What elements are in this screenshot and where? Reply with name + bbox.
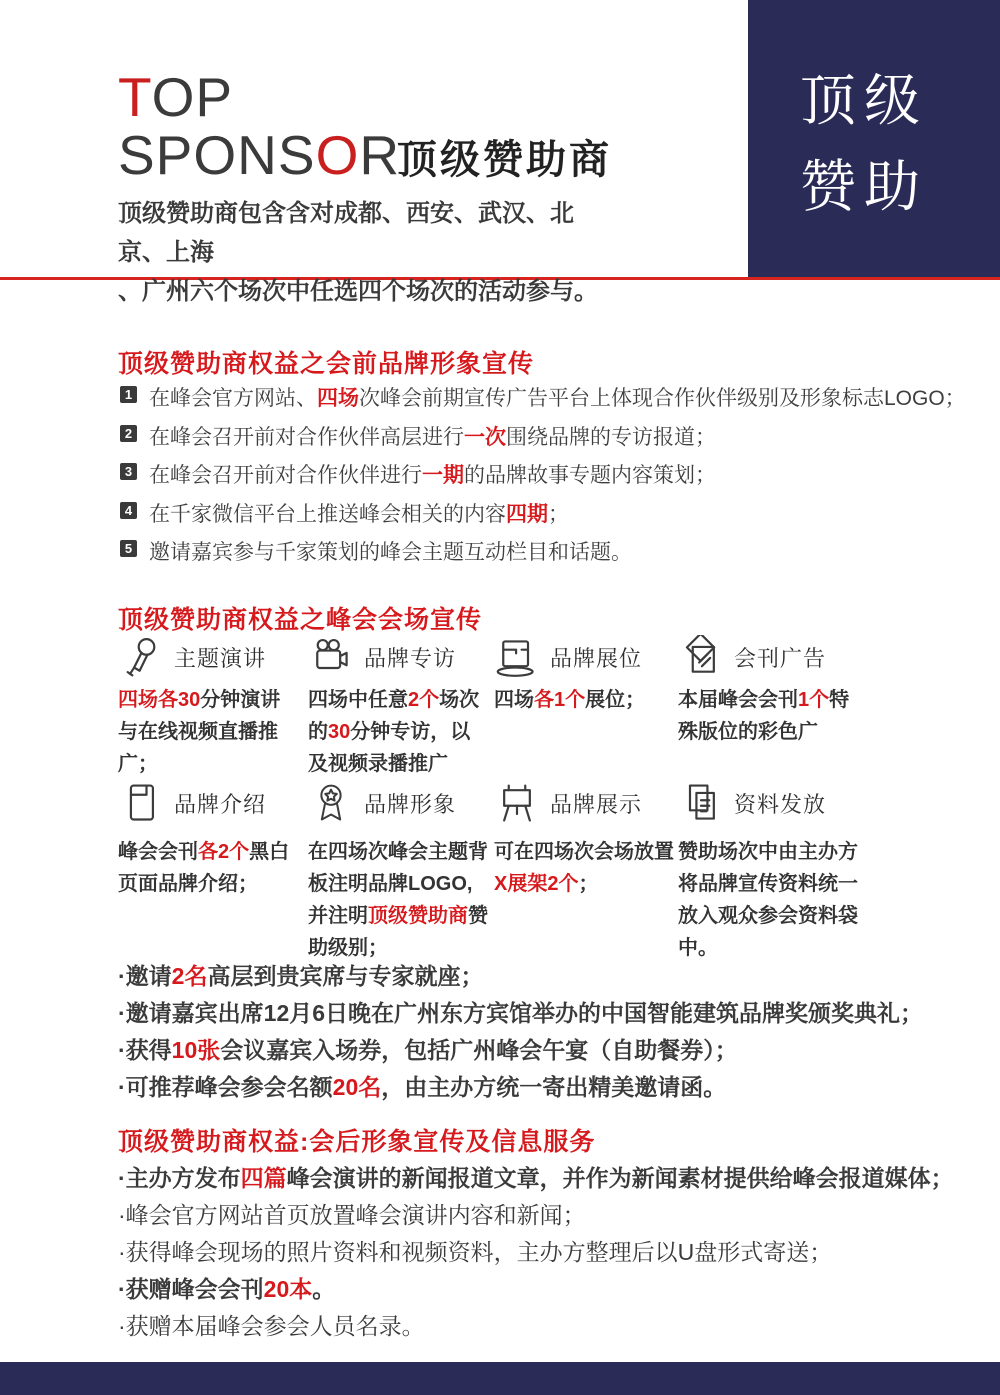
bullet-line: ·峰会官方网站首页放置峰会演讲内容和新闻； <box>118 1202 586 1228</box>
benefit-item-text: 在峰会召开前对合作伙伴进行一期的品牌故事专题内容策划； <box>149 464 716 487</box>
bullet-line: ·可推荐峰会参会名额20名，由主办方统一寄出精美邀请函。 <box>118 1074 727 1100</box>
venue-cell-desc: 四场各30分钟演讲与在线视频直播推广； <box>118 689 281 775</box>
item-number-badge: 3 <box>120 463 137 480</box>
venue-cell-desc: 本届峰会会刊1个特殊版位的彩色广 <box>678 689 850 743</box>
venue-cell-interview <box>308 634 456 680</box>
venue-cell-label: 主题演讲 <box>174 645 267 671</box>
benefit-item <box>120 421 980 460</box>
venue-cell-desc: 可在四场次会场放置X展架2个； <box>494 841 674 895</box>
benefit-item <box>120 498 980 537</box>
numbered-benefit-list <box>120 382 980 575</box>
bullet-line: ·主办方发布四篇峰会演讲的新闻报道文章，并作为新闻素材提供给峰会报道媒体； <box>118 1165 954 1191</box>
corner-badge <box>748 0 1000 278</box>
benefit-item <box>120 459 980 498</box>
journal-ad-icon <box>678 634 724 680</box>
footer-bar <box>0 1362 1000 1395</box>
benefit-item-text: 在峰会官方网站、四场次峰会前期宣传广告平台上体现合作伙伴级别及形象标志LOGO； <box>149 387 966 410</box>
venue-cell-brand-display <box>494 780 642 826</box>
bullet-line: ·邀请嘉宾出席12月6日晚在广州东方宾馆举办的中国智能建筑品牌奖颁奖典礼； <box>118 1000 924 1026</box>
intro-line2: 、广州六个场次中任选四个场次的活动参与。 <box>118 278 598 305</box>
flyers-icon <box>678 780 724 826</box>
venue-cell-label: 品牌展示 <box>550 791 643 817</box>
venue-cell-label: 品牌介绍 <box>174 791 267 817</box>
venue-cell-brand-image <box>308 780 456 826</box>
book-icon <box>118 780 164 826</box>
video-camera-icon <box>308 634 354 680</box>
item-number-badge: 4 <box>120 502 137 519</box>
benefit-item <box>120 536 980 575</box>
benefit-item-text: 邀请嘉宾参与千家策划的峰会主题互动栏目和话题。 <box>149 541 632 564</box>
page-title-cn: 顶级赞助商 <box>397 138 612 182</box>
microphone-icon <box>118 634 164 680</box>
item-number-badge: 5 <box>120 540 137 557</box>
easel-icon <box>494 780 540 826</box>
logo-en <box>118 68 400 184</box>
section-heading-post-summit: 顶级赞助商权益:会后形象宣传及信息服务 <box>118 1128 596 1156</box>
venue-cell-brand-intro <box>118 780 266 826</box>
benefit-item <box>120 382 980 421</box>
award-ribbon-icon <box>308 780 354 826</box>
venue-cell-label: 会刊广告 <box>734 645 827 671</box>
venue-cell-label: 品牌专访 <box>364 645 457 671</box>
venue-cell-label: 资料发放 <box>734 791 827 817</box>
intro-line1: 顶级赞助商包含含对成都、西安、武汉、北京、上海 <box>118 200 574 266</box>
corner-badge-line1: 顶级 <box>800 69 928 132</box>
logo-line-top: TOP <box>118 66 234 128</box>
benefit-item-text: 在千家微信平台上推送峰会相关的内容四期； <box>149 502 569 526</box>
booth-icon <box>494 634 540 680</box>
item-number-badge: 2 <box>120 425 137 442</box>
section-heading-pre-summit: 顶级赞助商权益之会前品牌形象宣传 <box>118 350 535 378</box>
benefit-item-text: 在峰会召开前对合作伙伴高层进行一次围绕品牌的专访报道； <box>149 425 716 449</box>
venue-cell-desc: 在四场次峰会主题背板注明品牌LOGO,并注明顶级赞助商赞助级别； <box>308 841 488 959</box>
bullet-line: ·获得10张会议嘉宾入场券，包括广州峰会午宴（自助餐券）； <box>118 1037 738 1063</box>
venue-cell-desc: 峰会会刊各2个黑白页面品牌介绍； <box>118 841 290 895</box>
bullet-line: ·获得峰会现场的照片资料和视频资料，主办方整理后以U盘形式寄送； <box>118 1239 833 1265</box>
venue-cell-desc: 四场中任意2个场次的30分钟专访，以及视频录播推广 <box>308 689 480 775</box>
venue-cell-materials <box>678 780 826 826</box>
bullet-line: ·获赠本届峰会参会人员名录。 <box>118 1313 425 1339</box>
post-benefit-list <box>118 1160 988 1345</box>
venue-cell-booth <box>494 634 642 680</box>
venue-cell-journal-ad <box>678 634 826 680</box>
venue-cell-label: 品牌展位 <box>550 645 643 671</box>
venue-cell-speech <box>118 634 266 680</box>
section-heading-venue: 顶级赞助商权益之峰会会场宣传 <box>118 606 483 634</box>
corner-badge-line2: 赞助 <box>800 155 928 218</box>
bullet-line: ·邀请2名高层到贵宾席与专家就座； <box>118 963 484 989</box>
venue-cell-desc: 四场各1个展位； <box>494 689 646 711</box>
venue-cell-desc: 赞助场次中由主办方将品牌宣传资料统一放入观众参会资料袋中。 <box>678 841 858 959</box>
intro-paragraph <box>118 194 598 311</box>
guest-benefit-list <box>118 958 988 1106</box>
logo-line-sponsor: SPONSOR <box>118 124 401 186</box>
item-number-badge: 1 <box>120 386 137 403</box>
venue-cell-label: 品牌形象 <box>364 791 457 817</box>
bullet-line: ·获赠峰会会刊20本。 <box>118 1276 336 1302</box>
